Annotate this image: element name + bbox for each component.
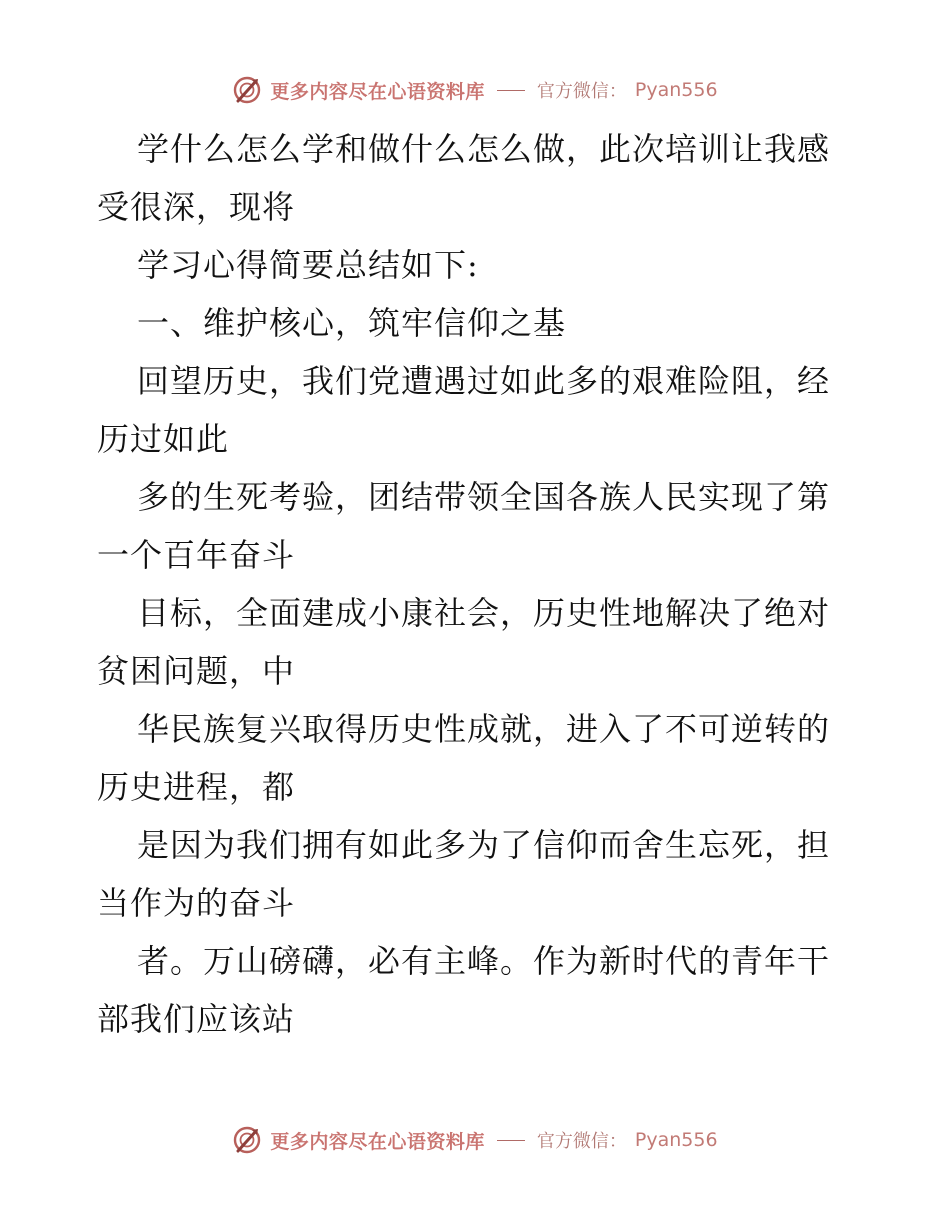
text-line: 部我们应该站 (97, 1000, 296, 1038)
text-line: 多的生死考验，团结带领全国各族人民实现了第 (137, 478, 831, 516)
header-watermark (0, 70, 950, 110)
text-line: 者。万山磅礴，必有主峰。作为新时代的青年干 (137, 942, 831, 980)
text-line: 历过如此 (97, 420, 230, 458)
text-line: 是因为我们拥有如此多为了信仰而舍生忘死，担 (137, 826, 831, 864)
pen-logo-icon (232, 1125, 262, 1155)
text-line: 学什么怎么学和做什么怎么做，此次培训让我感 (137, 130, 831, 168)
watermark-wechat-label: 官方微信： (536, 81, 627, 102)
document-body (97, 120, 857, 1048)
section-heading: 一、维护核心，筑牢信仰之基 (137, 304, 567, 342)
pen-logo-icon (232, 75, 262, 105)
watermark-wechat-label: 官方微信： (536, 1131, 627, 1152)
watermark-site-text: 更多内容尽在心语资料库 (270, 1130, 485, 1153)
text-line: 一个百年奋斗 (97, 536, 296, 574)
text-line: 回望历史，我们党遭遇过如此多的艰难险阻，经 (137, 362, 831, 400)
text-line: 华民族复兴取得历史性成就，进入了不可逆转的 (137, 710, 831, 748)
text-line: 当作为的奋斗 (97, 884, 296, 922)
watermark-site-text: 更多内容尽在心语资料库 (270, 80, 485, 103)
text-line: 历史进程，都 (97, 768, 296, 806)
text-line: 贫困问题，中 (97, 652, 296, 690)
text-line: 受很深，现将 (97, 188, 296, 226)
footer-watermark (0, 1120, 950, 1160)
text-line: 目标，全面建成小康社会，历史性地解决了绝对 (137, 594, 831, 632)
watermark-wechat-id: Pyan556 (634, 1129, 718, 1151)
watermark-divider (497, 1140, 525, 1141)
watermark-divider (497, 90, 525, 91)
watermark-wechat-id: Pyan556 (634, 79, 718, 101)
text-line: 学习心得简要总结如下: (137, 246, 479, 284)
